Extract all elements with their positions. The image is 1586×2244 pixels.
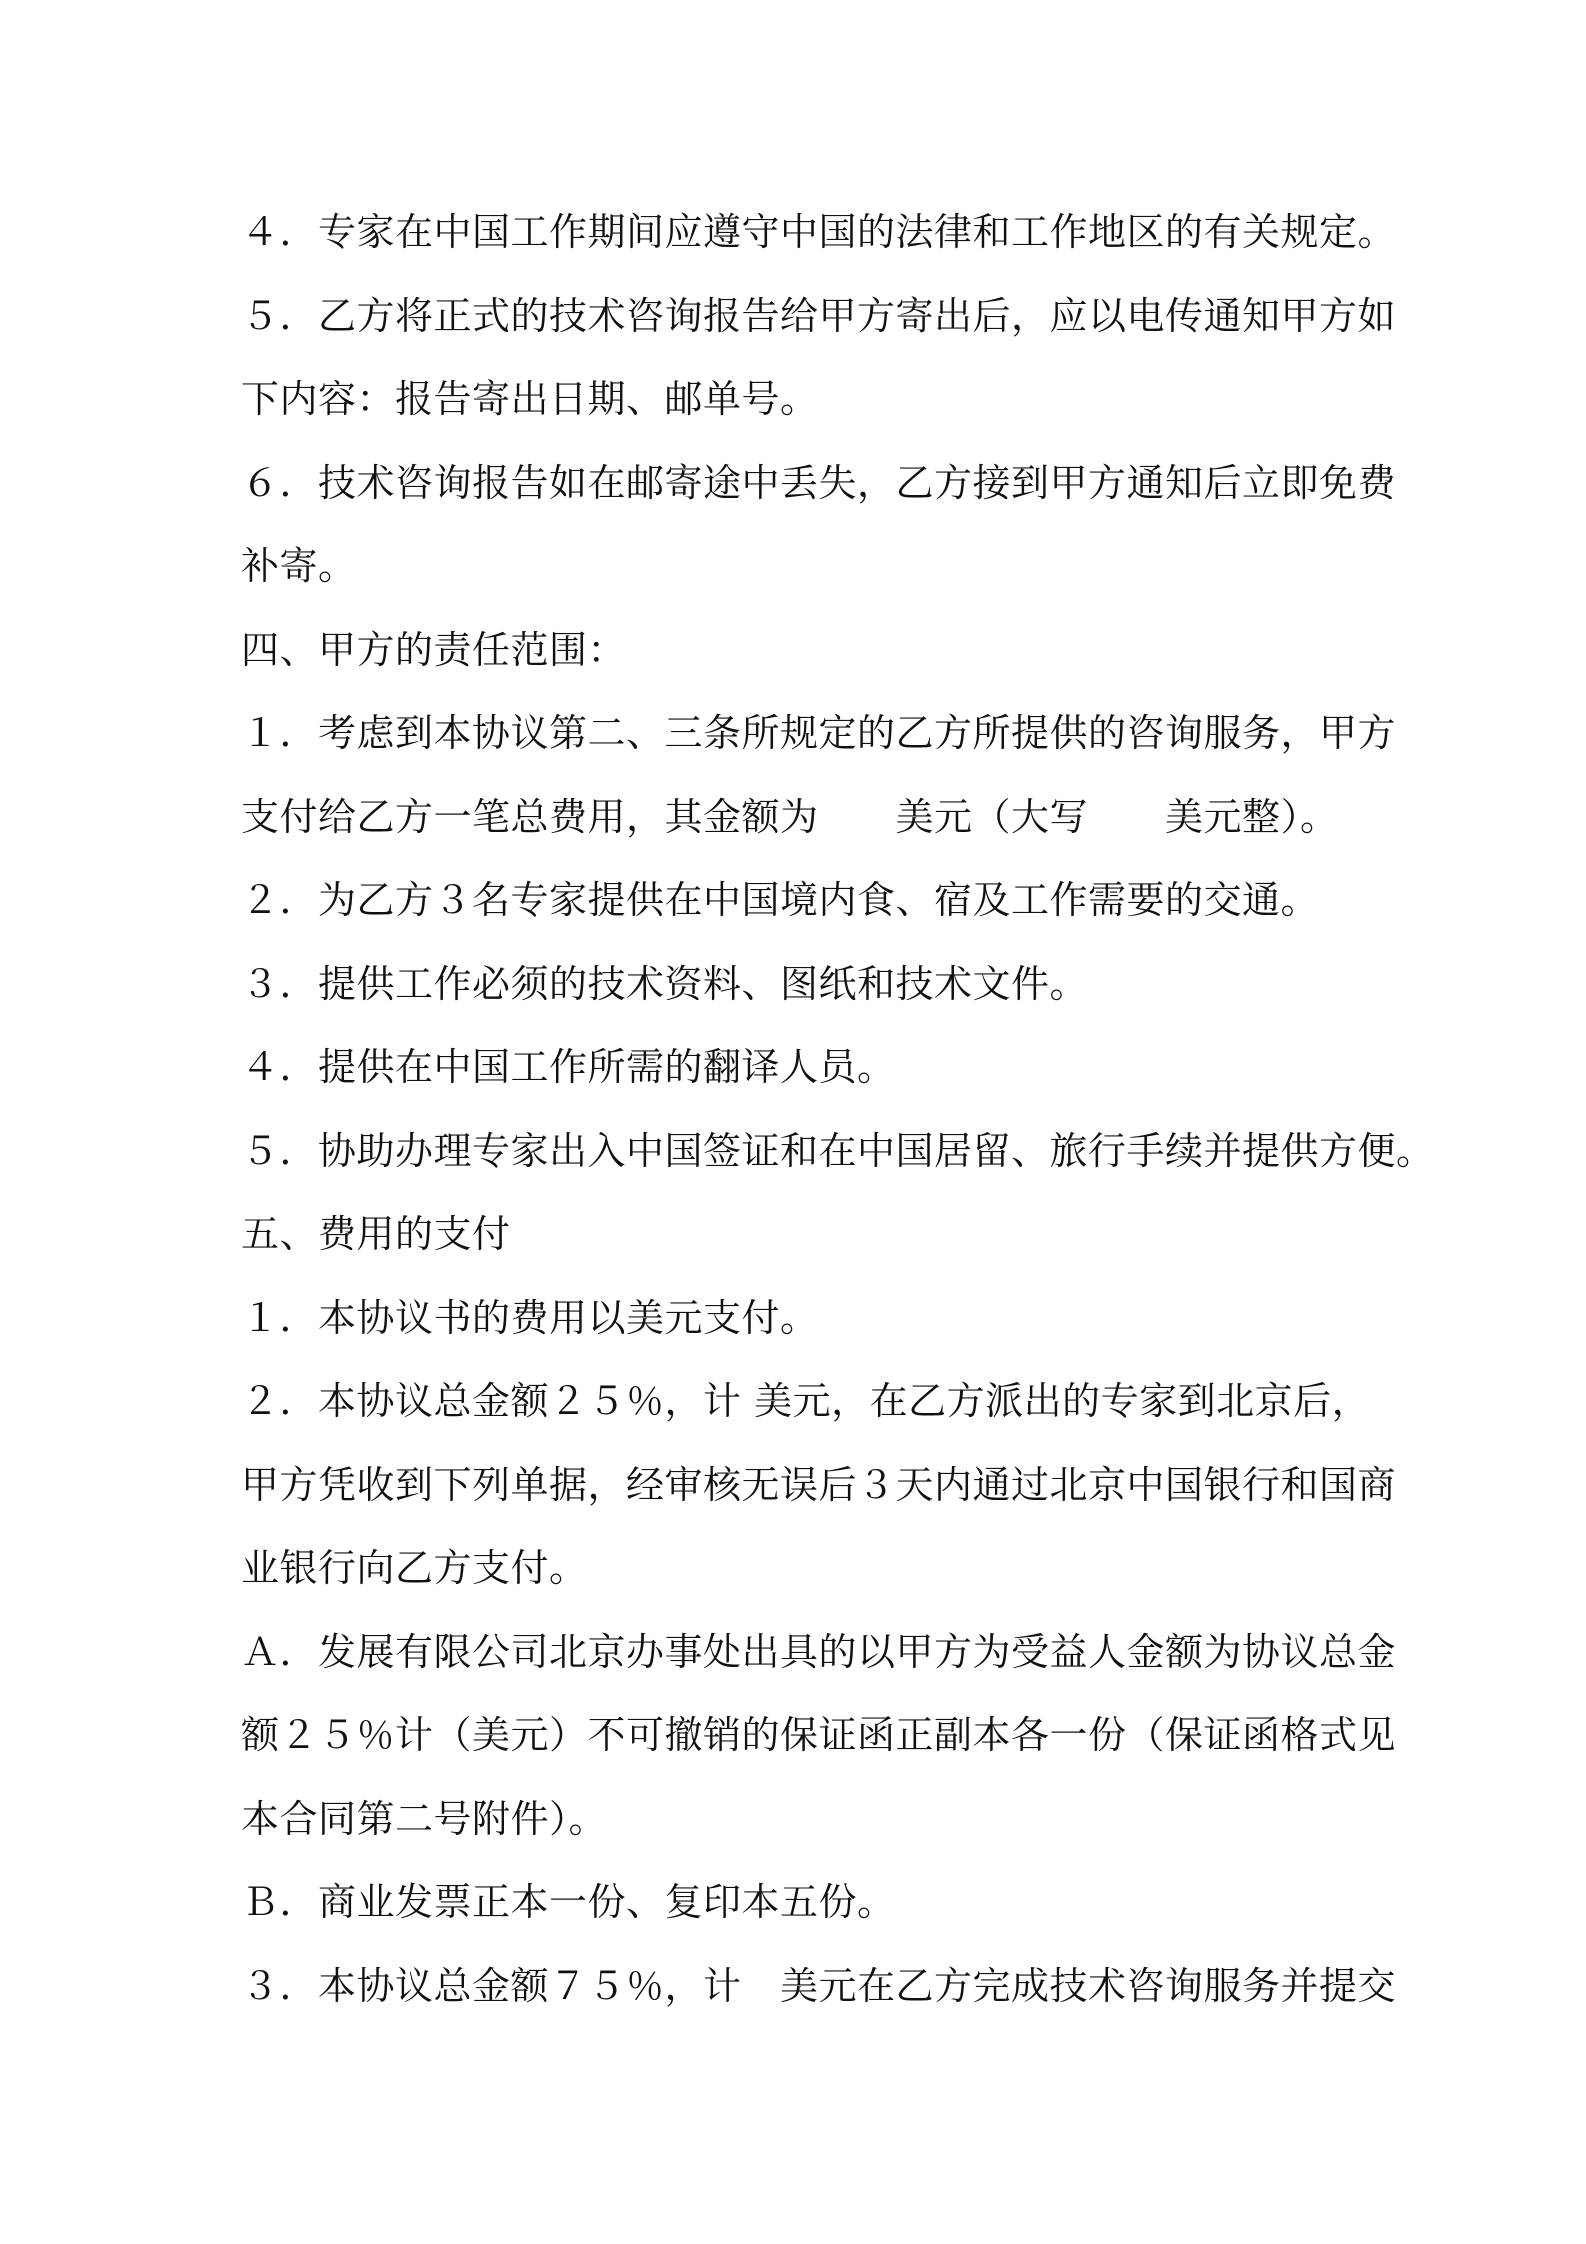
text-line: ５．协助办理专家出入中国签证和在中国居留、旅行手续并提供方便。 <box>241 1128 1435 1173</box>
text-line: ３．本协议总金额７５％，计 美元在乙方完成技术咨询服务并提交 <box>241 1963 1397 2008</box>
section-heading: 五、费用的支付 <box>241 1212 511 1256</box>
text-line: 下内容：报告寄出日期、邮单号。 <box>241 377 819 421</box>
text-line: ２．本协议总金额２５％，计 美元，在乙方派出的专家到北京后， <box>241 1379 1371 1423</box>
text-line: ３．提供工作必须的技术资料、图纸和技术文件。 <box>241 961 1089 1006</box>
text-line: 甲方凭收到下列单据，经审核无误后３天内通过北京中国银行和国商 <box>241 1462 1397 1507</box>
text-line: ４．专家在中国工作期间应遵守中国的法律和工作地区的有关规定。 <box>241 210 1397 254</box>
document-body <box>241 202 1435 2039</box>
text-line: Ａ．发展有限公司北京办事处出具的以甲方为受益人金额为协议总金 <box>241 1629 1397 1674</box>
text-line: 补寄。 <box>241 544 357 588</box>
text-line: １．本协议书的费用以美元支付。 <box>241 1295 819 1340</box>
text-line: 本合同第二号附件）。 <box>241 1796 608 1841</box>
text-line: ４．提供在中国工作所需的翻译人员。 <box>241 1045 896 1089</box>
text-line: ２．为乙方３名专家提供在中国境内食、宿及工作需要的交通。 <box>241 878 1320 922</box>
section-heading: 四、甲方的责任范围： <box>241 627 627 672</box>
text-line: ５．乙方将正式的技术咨询报告给甲方寄出后，应以电传通知甲方如 <box>241 293 1397 338</box>
text-line: 额２５％计（美元）不可撤销的保证函正副本各一份（保证函格式见 <box>241 1713 1397 1757</box>
text-line: Ｂ．商业发票正本一份、复印本五份。 <box>241 1880 896 1924</box>
text-line: ６．技术咨询报告如在邮寄途中丢失，乙方接到甲方通知后立即免费 <box>241 460 1397 505</box>
text-line: 业银行向乙方支付。 <box>241 1546 588 1590</box>
text-line: 支付给乙方一笔总费用，其金额为 美元（大写 美元整）。 <box>241 794 1339 839</box>
text-line: １．考虑到本协议第二、三条所规定的乙方所提供的咨询服务，甲方 <box>241 711 1397 755</box>
